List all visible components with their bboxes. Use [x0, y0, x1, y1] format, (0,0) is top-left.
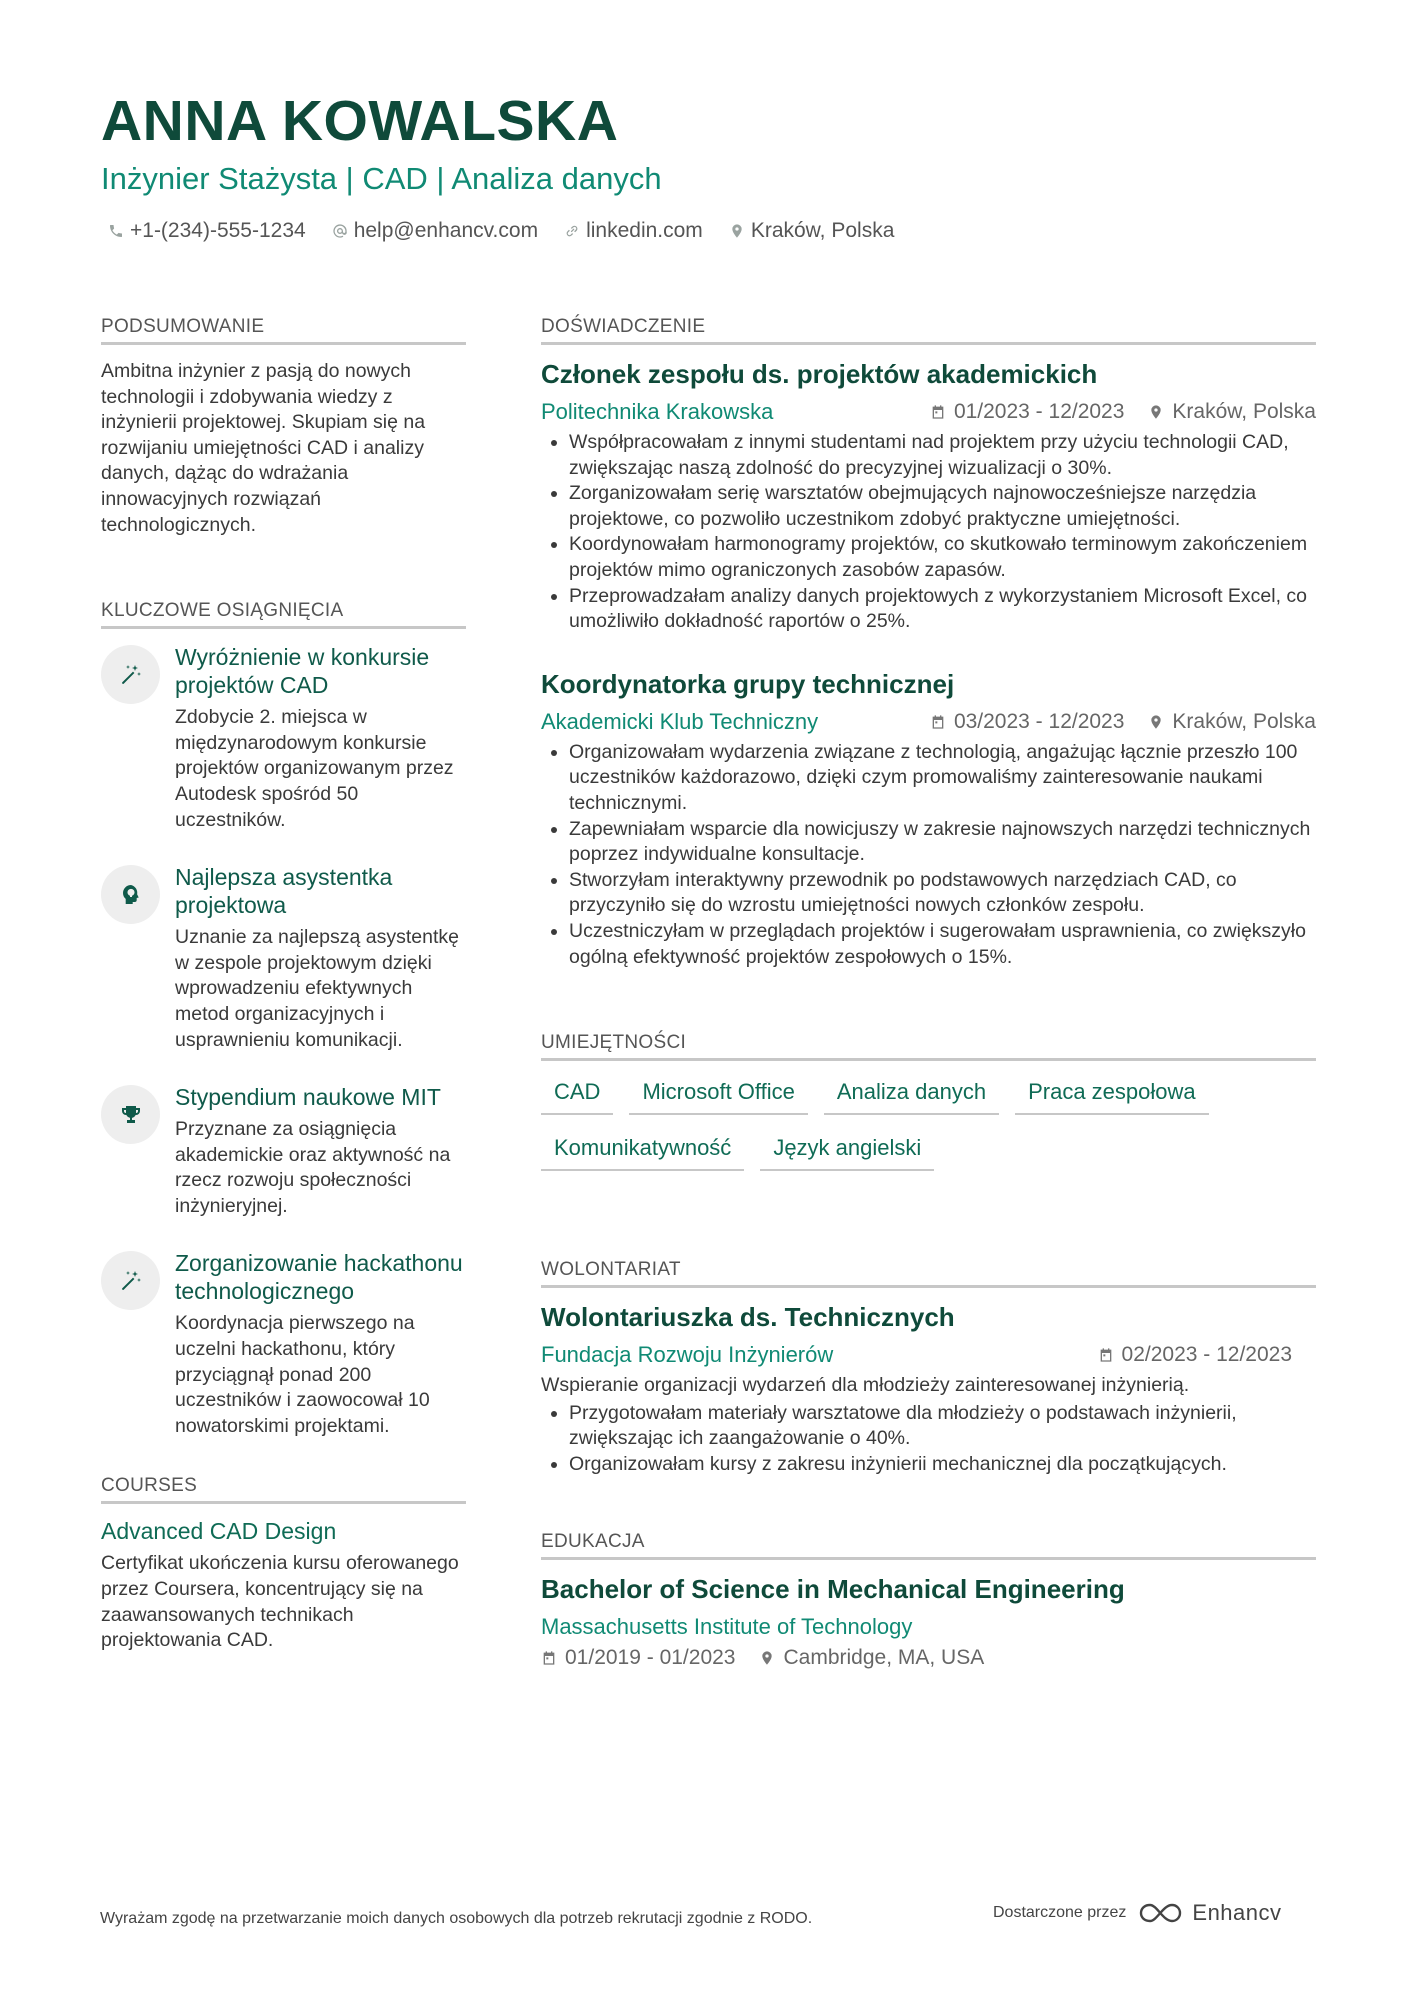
powered-by-label: Dostarczone przez: [993, 1904, 1127, 1921]
phone-icon: [108, 223, 124, 239]
contact-phone-text: +1-(234)-555-1234: [130, 219, 306, 242]
achievement-title: Wyróżnienie w konkursie projektów CAD: [175, 644, 430, 699]
skill-tag: CAD: [541, 1075, 613, 1115]
achievement-desc: Zdobycie 2. miejsca w międzynarodowym konkursie projektów organizowanym przez Autodesk spośród 50 uczestników.: [175, 706, 454, 831]
education-dates-text: 01/2019 - 01/2023: [565, 1646, 736, 1670]
contact-linkedin[interactable]: [564, 219, 703, 243]
magic-wand-icon: [119, 1269, 143, 1293]
job-bullet: • Zapewniałam wsparcie dla nowicjuszy w zakresie najnowszych narzędzi technicznych poprzez indywidualne konsultacje.: [569, 817, 1316, 868]
education-heading: EDUKACJA: [541, 1531, 1316, 1560]
achievement-desc: Uznanie za najlepszą asystentkę w zespole projektowym dzięki wprowadzeniu efektywnych metod organizacyjnych i usprawnieniu komunikacji.: [175, 926, 459, 1051]
achievement-desc: Koordynacja pierwszego na uczelni hackathonu, który przyciągnął ponad 200 uczestników i zaowocował 10 nowatorskimi projektami.: [175, 1312, 430, 1437]
summary-text: Ambitna inżynier z pasją do nowych technologii i zdobywania wiedzy z inżynierii projektowej. Skupiam się na rozwijaniu umiejętności CAD i analizy danych, dążąc do wdrażania innowacyjnych rozwiązań technologicznych.: [101, 360, 426, 536]
achievement-body: [175, 1249, 466, 1439]
achievement-body: [175, 643, 466, 833]
job-bullet: • Stworzyłam interaktywny przewodnik po podstawowych narzędziach CAD, co przyczyniło się do wzrostu umiejętności nowych członków zespołu.: [569, 868, 1316, 919]
job-meta: [541, 399, 1316, 425]
job-dates: [930, 400, 1124, 424]
magic-wand-icon: [119, 663, 143, 687]
achievement-item: [101, 1249, 466, 1439]
volunteer-dates-text: 02/2023 - 12/2023: [1121, 1343, 1292, 1367]
experience-heading: DOŚWIADCZENIE: [541, 316, 1316, 345]
job-dates-text: 01/2023 - 12/2023: [953, 400, 1125, 423]
location-icon: [1148, 714, 1164, 730]
job-bullet: • Organizowałam wydarzenia związane z technologią, angażując łącznie przeszło 100 uczestników każdorazowo, dzięki czym promowaliśmy zainteresowanie naukami technicznymi.: [569, 740, 1316, 817]
education-location-text: Cambridge, MA, USA: [783, 1646, 985, 1670]
courses-heading: COURSES: [101, 1475, 466, 1504]
summary-section: [101, 316, 466, 538]
location-icon: [729, 223, 745, 239]
head-idea-icon: [119, 883, 143, 907]
location-icon: [1148, 404, 1164, 420]
contact-bar: [108, 219, 920, 243]
achievement-title: Najlepsza asystentka projektowa: [175, 864, 393, 919]
job-bullet: • Koordynowałam harmonogramy projektów, co skutkowało terminowym zakończeniem projektów mimo ograniczonych zasobów zapasów.: [569, 532, 1316, 583]
job-company: Akademicki Klub Techniczny: [541, 708, 819, 734]
contact-email[interactable]: [332, 219, 538, 243]
calendar-icon: [930, 404, 946, 420]
job-location: [1148, 400, 1316, 424]
job-title: Członek zespołu ds. projektów akademickich: [541, 359, 1098, 389]
job-entry: [541, 669, 1316, 970]
job-location: [1148, 710, 1316, 734]
trophy-icon: [119, 1103, 143, 1127]
job-bullets: [541, 740, 1316, 970]
achievement-title: Zorganizowanie hackathonu technologicznego: [175, 1250, 463, 1305]
job-bullet: • Uczestniczyłam w przeglądach projektów i sugerowałam usprawnienia, co zwiększyło ogólną efektywność projektów zespołowych o 15%.: [569, 919, 1316, 970]
contact-linkedin-text: linkedin.com: [586, 219, 703, 242]
volunteer-bullet: • Przygotowałam materiały warsztatowe dla młodzieży o podstawach inżynierii, zwiększając ich zaangażowanie o 40%.: [569, 1401, 1316, 1452]
education-meta: [541, 1646, 1316, 1670]
achievement-icon-wrap: [101, 865, 160, 924]
link-icon: [564, 223, 580, 239]
volunteering-section: [541, 1259, 1316, 1477]
achievement-item: [101, 863, 466, 1053]
gdpr-consent: Wyrażam zgodę na przetwarzanie moich danych osobowych dla potrzeb rekrutacji zgodnie z RODO.: [100, 1910, 813, 1927]
volunteer-org: Fundacja Rozwoju Inżynierów: [541, 1342, 834, 1368]
course-desc: Certyfikat ukończenia kursu oferowanego przez Coursera, koncentrujący się na zaawansowanych technikach projektowania CAD.: [101, 1552, 459, 1652]
job-location-text: Kraków, Polska: [1172, 400, 1316, 423]
achievement-icon-wrap: [101, 1085, 160, 1144]
job-dates-text: 03/2023 - 12/2023: [953, 709, 1125, 733]
skill-tag: Komunikatywność: [541, 1131, 744, 1171]
volunteer-dates: [1098, 1343, 1292, 1367]
contact-location: [729, 219, 895, 243]
calendar-icon: [541, 1650, 557, 1666]
at-icon: [332, 223, 348, 239]
education-dates: [541, 1646, 735, 1670]
contact-phone: [108, 219, 306, 243]
skills-heading: UMIEJĘTNOŚCI: [541, 1032, 1316, 1061]
candidate-name: ANNA KOWALSKA: [101, 89, 619, 153]
contact-location-text: Kraków, Polska: [750, 219, 895, 242]
achievement-title: Stypendium naukowe MIT: [175, 1084, 441, 1111]
job-bullet: • Współpracowałam z innymi studentami nad projektem przy użyciu technologii CAD, zwiększając naszą zdolność do precyzyjnej wizualizacji o 30%.: [569, 430, 1316, 481]
achievement-item: [101, 643, 466, 833]
education-section: [541, 1531, 1316, 1670]
achievement-body: [175, 863, 466, 1053]
job-bullets: [541, 430, 1316, 635]
skills-section: [541, 1032, 1316, 1187]
achievements-heading: KLUCZOWE OSIĄGNIĘCIA: [101, 600, 466, 629]
achievement-icon-wrap: [101, 645, 160, 704]
job-company: Politechnika Krakowska: [541, 399, 774, 424]
volunteer-desc: Wspieranie organizacji wydarzeń dla młodzieży zainteresowanej inżynierią.: [541, 1374, 1190, 1397]
job-entry: [541, 359, 1316, 635]
right-column: [541, 316, 1316, 1675]
job-dates: [930, 710, 1124, 734]
skill-tag: Analiza danych: [824, 1075, 999, 1115]
volunteer-role: Wolontariuszka ds. Technicznych: [541, 1302, 955, 1333]
skill-tag: Praca zespołowa: [1015, 1075, 1209, 1115]
job-location-text: Kraków, Polska: [1172, 709, 1316, 733]
contact-email-text: help@enhancv.com: [353, 219, 539, 242]
skills-list: [541, 1075, 1316, 1187]
achievement-icon-wrap: [101, 1251, 160, 1310]
achievement-item: [101, 1083, 466, 1219]
achievement-body: [175, 1083, 466, 1219]
job-bullet: • Zorganizowałam serię warsztatów obejmujących najnowocześniejsze narzędzia projektowe, co pozwoliło uczestnikom zdobyć praktyczne umiejętności.: [569, 481, 1316, 532]
calendar-icon: [930, 714, 946, 730]
skill-tag: Microsoft Office: [629, 1075, 807, 1115]
enhancv-brand: Enhancv: [1192, 1900, 1282, 1925]
job-title: Koordynatorka grupy technicznej: [541, 668, 955, 699]
enhancv-logo-icon: [1138, 1901, 1184, 1925]
courses-section: [101, 1475, 466, 1653]
summary-heading: PODSUMOWANIE: [101, 316, 466, 345]
achievement-desc: Przyznane za osiągnięcia akademickie oraz aktywność na rzecz rozwoju społeczności inżynieryjnej.: [175, 1118, 451, 1217]
left-column: [101, 316, 466, 1654]
education-degree: Bachelor of Science in Mechanical Engineering: [541, 1574, 1125, 1605]
achievements-section: [101, 600, 466, 1439]
powered-by[interactable]: [993, 1900, 1282, 1926]
job-bullet: • Przeprowadzałam analizy danych projektowych z wykorzystaniem Microsoft Excel, co umożliwiło dokładność raportów o 25%.: [569, 584, 1316, 635]
volunteer-bullets: [541, 1401, 1316, 1478]
education-location: [759, 1646, 984, 1670]
location-icon: [759, 1650, 775, 1666]
job-meta: [541, 709, 1316, 735]
skill-tag: Język angielski: [760, 1131, 934, 1171]
volunteer-bullet: • Organizowałam kursy z zakresu inżynierii mechanicznej dla początkujących.: [569, 1452, 1316, 1478]
calendar-icon: [1098, 1347, 1114, 1363]
course-title: Advanced CAD Design: [101, 1518, 337, 1545]
headline: Inżynier Stażysta | CAD | Analiza danych: [101, 161, 662, 196]
volunteering-heading: WOLONTARIAT: [541, 1259, 1316, 1288]
experience-section: [541, 316, 1316, 970]
volunteer-meta: [541, 1342, 1316, 1368]
education-school: Massachusetts Institute of Technology: [541, 1614, 913, 1640]
